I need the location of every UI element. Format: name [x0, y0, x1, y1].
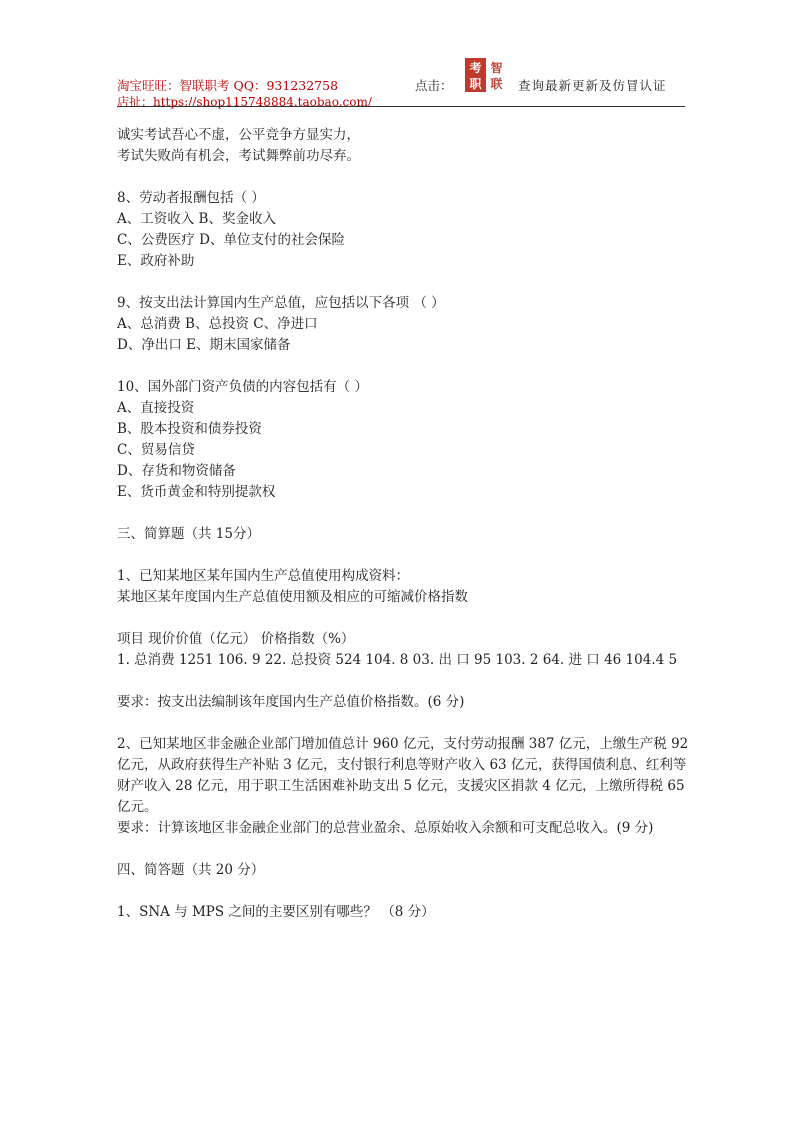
option-line: B、股本投资和债券投资 [117, 421, 262, 437]
calc-question-1: 1、已知某地区某年国内生产总值使用构成资料： [117, 568, 410, 584]
calc-table-header: 项目 现价价值（亿元） 价格指数（%） [117, 631, 355, 647]
option-line: A、工资收入 B、奖金收入 [117, 211, 276, 227]
document-body [117, 125, 692, 923]
option-line: E、政府补助 [117, 253, 195, 269]
page-header [117, 58, 685, 108]
option-line: D、存货和物资储备 [117, 463, 236, 479]
option-line: C、贸易信贷 [117, 442, 195, 458]
shop-info: 淘宝旺旺：智联职考 QQ：931232758 [117, 78, 339, 93]
calc-question-2: 2、已知某地区非金融企业部门增加值总计 960 亿元，支付劳动报酬 387 亿元，上缴生产税 92 亿元，从政府获得生产补贴 3 亿元，支付银行利息等财产收入 63 亿元，获得国债利息、红利等财产收入 28 亿元，用于职工生活困难补助支出 5 亿元，支援灾区捐款 4 亿元，上缴所得税 65 亿元。 [117, 736, 689, 815]
section-4-heading: 四、简答题（共 20 分） [117, 862, 265, 878]
verify-link[interactable]: 查询最新更新及仿冒认证 [518, 78, 667, 93]
svg-text:智: 智 [490, 61, 503, 75]
option-line: A、直接投资 [117, 400, 195, 416]
option-line: A、总消费 B、总投资 C、净进口 [117, 316, 318, 332]
short-answer-question-1: 1、SNA 与 MPS 之间的主要区别有哪些？ （8 分） [117, 904, 435, 920]
svg-text:考: 考 [469, 61, 482, 75]
section-3-heading: 三、简算题（共 15分） [117, 526, 260, 542]
calc-table-data: 1. 总消费 1251 106. 9 22. 总投资 524 104. 8 03. 出 口 95 103. 2 64. 进 口 46 104.4 5 [117, 652, 678, 668]
question-9: 9、按支出法计算国内生产总值，应包括以下各项 （ ） [117, 295, 445, 311]
calc-question-1-subtitle: 某地区某年度国内生产总值使用额及相应的可缩减价格指数 [117, 589, 468, 605]
option-line: D、净出口 E、期末国家储备 [117, 337, 291, 353]
header-divider [117, 106, 685, 107]
motto-line: 考试失败尚有机会，考试舞弊前功尽弃。 [117, 148, 360, 164]
calc-question-1-requirement: 要求：按支出法编制该年度国内生产总值价格指数。(6 分) [117, 694, 465, 710]
question-8: 8、劳动者报酬包括（ ） [117, 190, 265, 206]
question-10: 10、国外部门资产负债的内容包括有（ ） [117, 379, 368, 395]
calc-question-2-requirement: 要求：计算该地区非金融企业部门的总营业盈余、总原始收入余额和可支配总收入。(9 分) [117, 820, 654, 836]
svg-text:职: 职 [469, 77, 482, 91]
option-line: C、公费医疗 D、单位支付的社会保险 [117, 232, 345, 248]
svg-text:联: 联 [490, 77, 503, 91]
option-line: E、货币黄金和特别提款权 [117, 484, 276, 500]
motto-line: 诚实考试吾心不虚，公平竞争方显实力， [117, 127, 360, 143]
zhilian-logo-icon[interactable] [465, 58, 507, 92]
shop-url-link[interactable]: 店扯：https://shop115748884.taobao.com/ [117, 95, 372, 109]
click-label: 点击： [415, 78, 453, 93]
